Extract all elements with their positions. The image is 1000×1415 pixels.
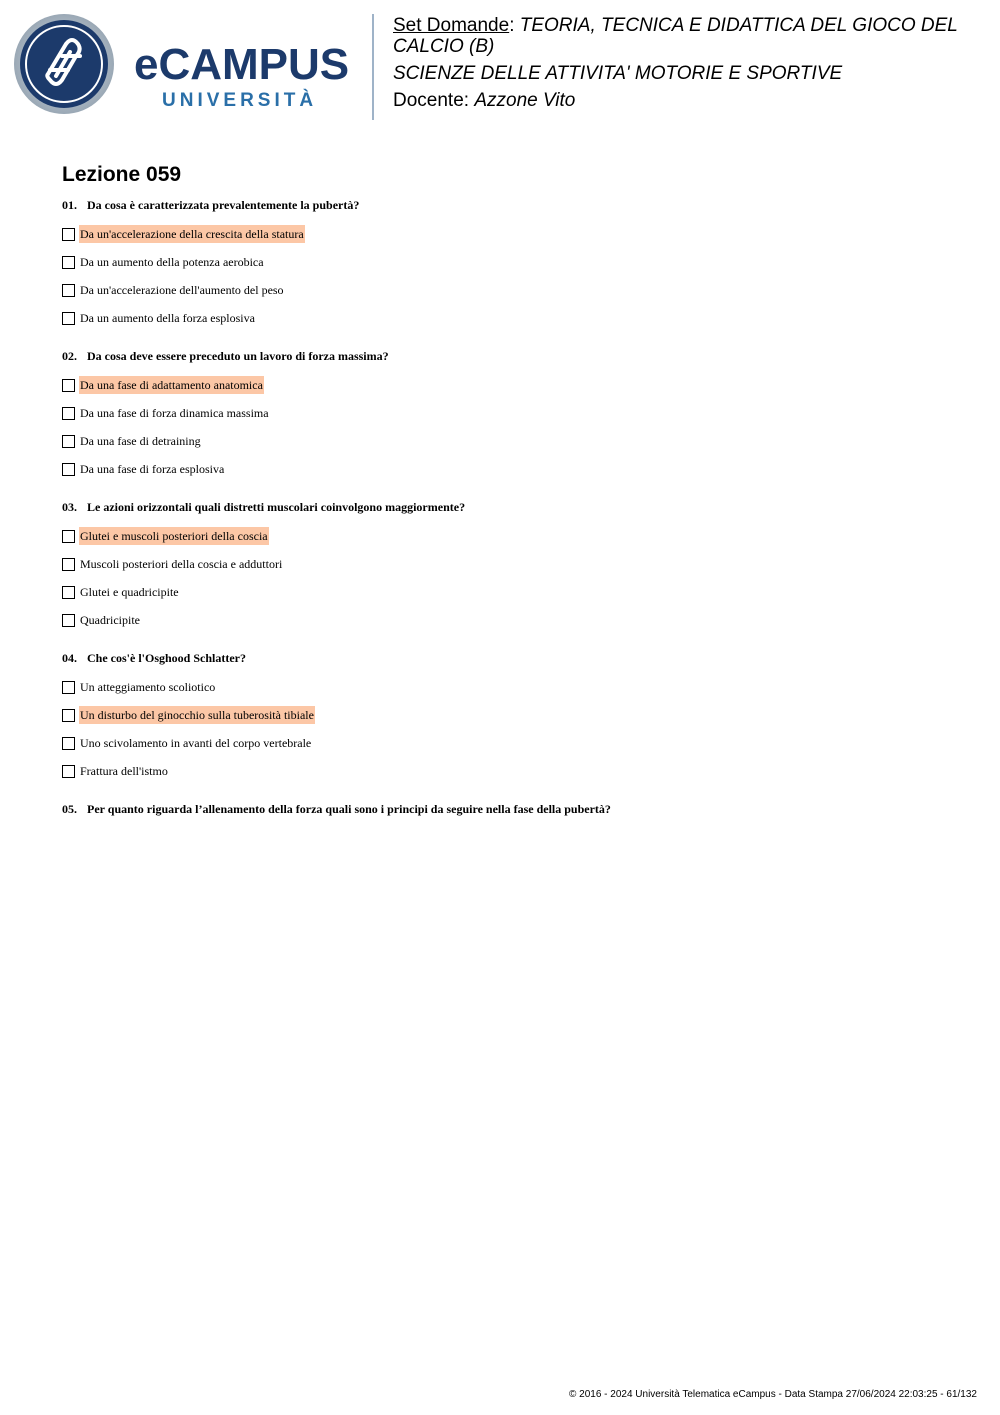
answer-label: Da un aumento della potenza aerobica bbox=[80, 255, 264, 269]
answer-option[interactable] bbox=[62, 371, 962, 399]
answer-label: Da un aumento della forza esplosiva bbox=[80, 311, 255, 325]
question-label: Che cos'è l'Osghood Schlatter? bbox=[87, 651, 246, 665]
set-separator: : bbox=[509, 15, 520, 36]
header-divider bbox=[372, 14, 374, 120]
answer-option[interactable] bbox=[62, 673, 962, 701]
answer-checkbox[interactable] bbox=[62, 530, 75, 543]
document-header bbox=[0, 0, 1000, 130]
answer-label-highlighted: Da un'accelerazione della crescita della statura bbox=[80, 227, 304, 241]
answer-option[interactable] bbox=[62, 427, 962, 455]
answer-checkbox[interactable] bbox=[62, 765, 75, 778]
answer-checkbox[interactable] bbox=[62, 256, 75, 269]
lesson-title: Lezione 059 bbox=[62, 163, 182, 186]
answer-checkbox[interactable] bbox=[62, 228, 75, 241]
answer-checkbox[interactable] bbox=[62, 463, 75, 476]
answer-option[interactable] bbox=[62, 248, 962, 276]
answer-checkbox[interactable] bbox=[62, 379, 75, 392]
teacher-line bbox=[393, 90, 983, 111]
logo-brand-text: eCAMPUS bbox=[134, 40, 350, 89]
answer-label-highlighted: Glutei e muscoli posteriori della coscia bbox=[80, 529, 268, 543]
question-label: Da cosa è caratterizzata prevalentemente la pubertà? bbox=[87, 198, 360, 212]
answer-option[interactable] bbox=[62, 522, 962, 550]
answer-option[interactable] bbox=[62, 220, 962, 248]
page-footer: © 2016 - 2024 Università Telematica eCampus - Data Stampa 27/06/2024 22:03:25 - 61/132 bbox=[569, 1389, 977, 1400]
answer-checkbox[interactable] bbox=[62, 681, 75, 694]
answer-label: Quadricipite bbox=[80, 613, 140, 627]
question-label: Da cosa deve essere preceduto un lavoro di forza massima? bbox=[87, 349, 389, 363]
course-name: SCIENZE DELLE ATTIVITA' MOTORIE E SPORTIVE bbox=[393, 63, 843, 84]
question-text bbox=[62, 500, 962, 514]
answer-label: Muscoli posteriori della coscia e adduttori bbox=[80, 557, 283, 571]
answer-checkbox[interactable] bbox=[62, 407, 75, 420]
answer-option[interactable] bbox=[62, 606, 962, 634]
answer-option[interactable] bbox=[62, 729, 962, 757]
set-label: Set Domande bbox=[393, 15, 510, 36]
answer-checkbox[interactable] bbox=[62, 586, 75, 599]
answer-checkbox[interactable] bbox=[62, 312, 75, 325]
answer-option[interactable] bbox=[62, 757, 962, 785]
answer-label-highlighted: Un disturbo del ginocchio sulla tuberosità tibiale bbox=[80, 708, 314, 722]
answer-label: Uno scivolamento in avanti del corpo vertebrale bbox=[80, 736, 312, 750]
answer-label: Frattura dell'istmo bbox=[80, 764, 168, 778]
question-2 bbox=[62, 349, 962, 483]
answer-checkbox[interactable] bbox=[62, 284, 75, 297]
course-line bbox=[393, 63, 983, 84]
answer-checkbox[interactable] bbox=[62, 614, 75, 627]
answer-option[interactable] bbox=[62, 578, 962, 606]
set-title: TEORIA, TECNICA E DIDATTICA DEL GIOCO DEL CALCIO (B) bbox=[393, 15, 958, 57]
answer-label: Da una fase di detraining bbox=[80, 434, 201, 448]
question-list bbox=[62, 198, 962, 816]
answer-label: Da un'accelerazione dell'aumento del peso bbox=[80, 283, 284, 297]
question-5 bbox=[62, 802, 962, 816]
question-text bbox=[62, 651, 962, 665]
question-label: Per quanto riguarda l’allenamento della forza quali sono i principi da seguire nella fase della pubertà? bbox=[87, 802, 611, 816]
logo-sub-text: UNIVERSITÀ bbox=[162, 90, 318, 111]
set-title-line bbox=[393, 15, 983, 57]
answer-checkbox[interactable] bbox=[62, 737, 75, 750]
question-label: Le azioni orizzontali quali distretti muscolari coinvolgono maggiormente? bbox=[87, 500, 466, 514]
question-number: 04. bbox=[62, 651, 77, 665]
question-text bbox=[62, 802, 962, 816]
answer-label-highlighted: Da una fase di adattamento anatomica bbox=[80, 378, 263, 392]
answer-option[interactable] bbox=[62, 550, 962, 578]
answer-label: Da una fase di forza dinamica massima bbox=[80, 406, 269, 420]
answer-option[interactable] bbox=[62, 701, 962, 729]
question-4 bbox=[62, 651, 962, 785]
answer-label: Da una fase di forza esplosiva bbox=[80, 462, 225, 476]
question-text bbox=[62, 198, 962, 212]
answer-label: Glutei e quadricipite bbox=[80, 585, 179, 599]
question-number: 01. bbox=[62, 198, 77, 212]
question-text bbox=[62, 349, 962, 363]
question-number: 05. bbox=[62, 802, 77, 816]
question-3 bbox=[62, 500, 962, 634]
answer-option[interactable] bbox=[62, 455, 962, 483]
answer-checkbox[interactable] bbox=[62, 709, 75, 722]
question-1 bbox=[62, 198, 962, 332]
answer-option[interactable] bbox=[62, 399, 962, 427]
answer-option[interactable] bbox=[62, 304, 962, 332]
answer-label: Un atteggiamento scoliotico bbox=[80, 680, 216, 694]
header-info bbox=[393, 15, 983, 111]
teacher-name: Azzone Vito bbox=[474, 90, 576, 111]
lesson-content bbox=[62, 163, 962, 833]
question-number: 03. bbox=[62, 500, 77, 514]
answer-checkbox[interactable] bbox=[62, 435, 75, 448]
answer-checkbox[interactable] bbox=[62, 558, 75, 571]
ecampus-logo bbox=[14, 14, 359, 116]
teacher-label: Docente: bbox=[393, 90, 475, 111]
answer-option[interactable] bbox=[62, 276, 962, 304]
question-number: 02. bbox=[62, 349, 77, 363]
